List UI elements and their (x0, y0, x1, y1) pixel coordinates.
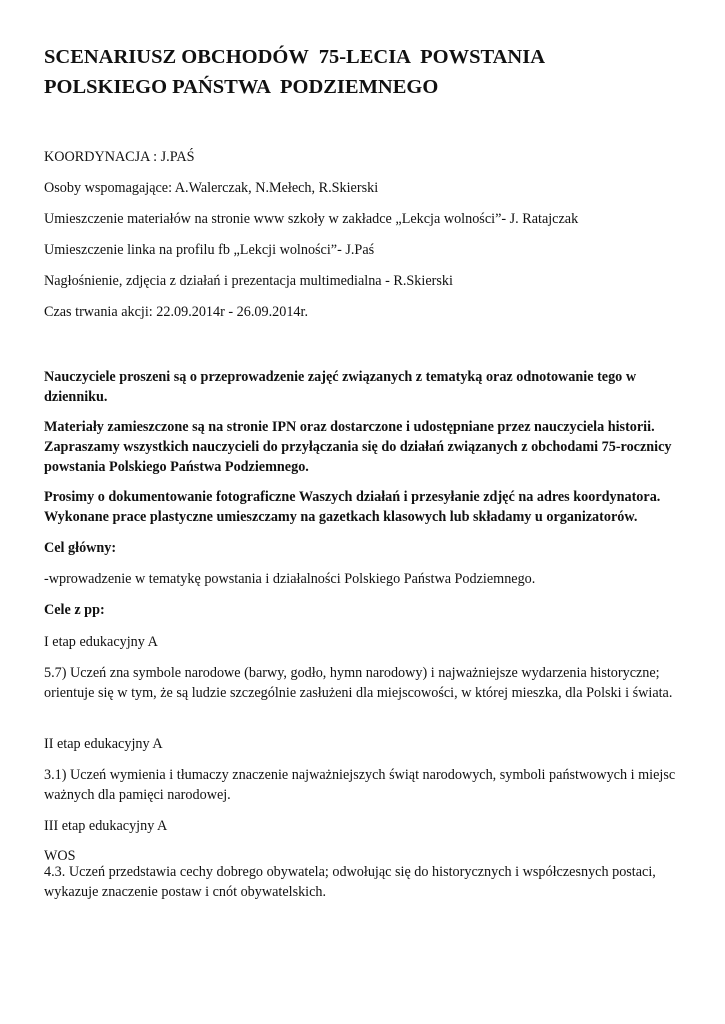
goals-heading: Cele z pp: (44, 602, 105, 618)
stage2-text: 3.1) Uczeń wymienia i tłumaczy znaczenie najważniejszych świąt narodowych, symboli państwowych i miejsc ważnych dla pamięci narodowej. (44, 767, 676, 803)
title-line-2: POLSKIEGO PAŃSTWA PODZIEMNEGO (44, 76, 439, 98)
sound-photo-line: Nagłośnienie, zdjęcia z działań i prezentacja multimedialna - R.Skierski (44, 273, 453, 289)
title-line-1: SCENARIUSZ OBCHODÓW 75-LECIA POWSTANIA (44, 46, 546, 68)
teachers-paragraph: Nauczyciele proszeni są o przeprowadzenie zajęć związanych z tematyką oraz odnotowanie tego w dzienniku. (44, 369, 637, 405)
document-title (44, 42, 694, 102)
materials-paragraph: Materiały zamieszczone są na stronie IPN oraz dostarczone i udostępniane przez nauczyciela historii. Zapraszamy wszystkich nauczycieli do przyłączania się do działań związanych z obchodami 75-rocznicy powstania Polskiego Państwa Podziemnego. (44, 419, 672, 475)
stage3-heading: III etap edukacyjny A (44, 818, 168, 834)
wos-label: WOS (44, 848, 76, 864)
main-goal-text: -wprowadzenie w tematykę powstania i działalności Polskiego Państwa Podziemnego. (44, 571, 536, 587)
documentation-paragraph: Prosimy o dokumentowanie fotograficzne Waszych działań i przesyłanie zdjęć na adres koordynatora. Wykonane prace plastyczne umieszczamy na gazetkach klasowych lub składamy u organizatorów. (44, 489, 661, 525)
main-goal-heading: Cel główny: (44, 540, 117, 556)
stage1-heading: I etap edukacyjny A (44, 634, 158, 650)
duration-line: Czas trwania akcji: 22.09.2014r - 26.09.2014r. (44, 304, 308, 320)
website-materials-line: Umieszczenie materiałów na stronie www szkoły w zakładce „Lekcja wolności”- J. Ratajczak (44, 211, 579, 227)
assistants-line: Osoby wspomagające: A.Walerczak, N.Mełech, R.Skierski (44, 180, 379, 196)
stage2-heading: II etap edukacyjny A (44, 736, 163, 752)
wos-text: 4.3. Uczeń przedstawia cechy dobrego obywatela; odwołując się do historycznych i współczesnych postaci, wykazuje znaczenie postaw i cnót obywatelskich. (44, 864, 656, 900)
fb-link-line: Umieszczenie linka na profilu fb „Lekcji wolności”- J.Paś (44, 242, 375, 258)
coordination-line: KOORDYNACJA : J.PAŚ (44, 149, 195, 165)
stage1-text: 5.7) Uczeń zna symbole narodowe (barwy, godło, hymn narodowy) i najważniejsze wydarzenia historyczne; orientuje się w tym, że są ludzie szczególnie zasłużeni dla miejscowości, w której mieszka, dla Polski i świata. (44, 665, 673, 701)
